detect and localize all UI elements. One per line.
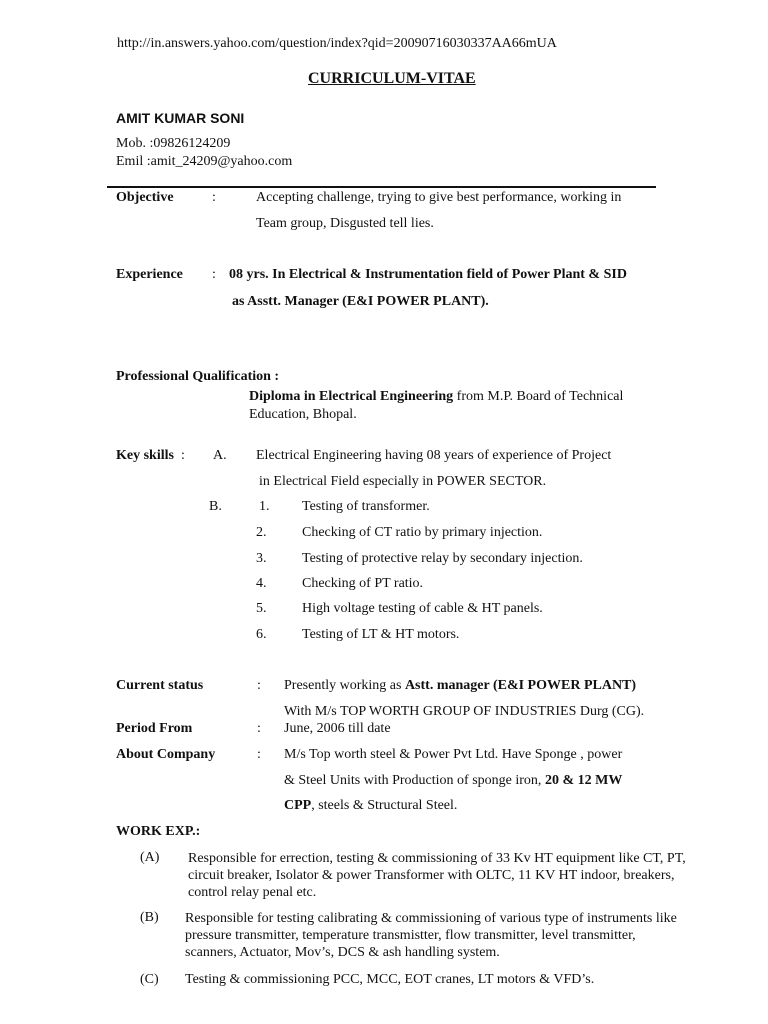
qualification-board: from M.P. Board of Technical: [453, 389, 624, 404]
header-divider: [107, 186, 656, 188]
qualification-degree: Diploma in Electrical Engineering: [249, 389, 454, 404]
current-status-colon: :: [257, 678, 261, 693]
skill-number: 5.: [256, 601, 267, 616]
experience-line-2: as Asstt. Manager (E&I POWER PLANT).: [232, 294, 489, 309]
key-skills-label: Key skills: [116, 448, 174, 463]
about-company-line-3-text: , steels & Structural Steel.: [311, 798, 458, 813]
period-colon: :: [257, 721, 261, 736]
skill-text: Testing of protective relay by secondary injection.: [302, 551, 583, 566]
skill-number: 4.: [256, 576, 267, 591]
experience-colon: :: [212, 267, 216, 282]
work-exp-text: Responsible for errection, testing & commissioning of 33 Kv HT equipment like CT, PT, circuit breaker, Isolator & power Transformer with OLTC, 11 KV HT indoor, breakers, control relay penal etc.: [188, 851, 686, 900]
work-exp-text: Responsible for testing calibrating & commissioning of various type of instruments like pressure transmitter, temperature transmistter, flow transmitter, level transmitter, scanners, Actuator, Mov’s, DCS & ash handling system.: [185, 911, 677, 960]
about-company-line-1: M/s Top worth steel & Power Pvt Ltd. Have Sponge , power: [284, 747, 623, 762]
skill-number: 3.: [256, 551, 267, 566]
period-label: Period From: [116, 721, 193, 736]
skill-number: 6.: [256, 627, 267, 642]
current-status-prefix: Presently working as: [284, 678, 405, 693]
period-value: June, 2006 till date: [284, 721, 391, 736]
qualification-line-2: Education, Bhopal.: [249, 407, 357, 422]
objective-line-2: Team group, Disgusted tell lies.: [256, 216, 434, 231]
skill-text: Checking of PT ratio.: [302, 576, 424, 591]
email-address: Emil :amit_24209@yahoo.com: [116, 154, 293, 169]
skill-text: Testing of transformer.: [302, 499, 430, 514]
experience-line-1: 08 yrs. In Electrical & Instrumentation field of Power Plant & SID: [229, 267, 627, 282]
work-exp-marker: (A): [140, 850, 160, 865]
about-company-line-2-text: & Steel Units with Production of sponge iron,: [284, 773, 545, 788]
qualification-label: Professional Qualification :: [116, 369, 280, 384]
source-url: http://in.answers.yahoo.com/question/index?qid=20090716030337AA66mUA: [117, 36, 557, 51]
objective-line-1: Accepting challenge, trying to give best performance, working in: [256, 190, 622, 205]
skill-number: 1.: [259, 499, 270, 514]
key-skills-marker-b: B.: [209, 499, 222, 514]
about-company-cpp: CPP: [284, 798, 312, 813]
current-status-role: Astt. manager (E&I POWER PLANT): [404, 678, 637, 693]
work-exp-marker: (C): [140, 972, 159, 987]
document-title: CURRICULUM-VITAE: [308, 70, 476, 87]
key-skills-a-line-1: Electrical Engineering having 08 years of experience of Project: [256, 448, 612, 463]
key-skills-colon: :: [181, 448, 185, 463]
candidate-name: AMIT KUMAR SONI: [116, 110, 245, 126]
skill-text: Checking of CT ratio by primary injection.: [302, 525, 543, 540]
objective-label: Objective: [116, 190, 174, 205]
current-status-line-1: [284, 678, 636, 694]
work-exp-label: WORK EXP.:: [116, 824, 201, 839]
mobile-number: Mob. :09826124209: [116, 136, 231, 151]
key-skills-marker-a: A.: [213, 448, 227, 463]
about-company-colon: :: [257, 747, 261, 762]
work-exp-text: Testing & commissioning PCC, MCC, EOT cranes, LT motors & VFD’s.: [185, 972, 595, 987]
current-status-line-2: With M/s TOP WORTH GROUP OF INDUSTRIES Durg (CG).: [284, 704, 645, 719]
key-skills-a-line-2: in Electrical Field especially in POWER SECTOR.: [259, 474, 547, 489]
experience-label: Experience: [116, 267, 183, 282]
skill-number: 2.: [256, 525, 267, 540]
about-company-capacity: 20 & 12 MW: [544, 773, 623, 788]
objective-colon: :: [212, 190, 216, 205]
skill-text: Testing of LT & HT motors.: [302, 627, 460, 642]
work-exp-marker: (B): [140, 910, 159, 925]
about-company-line-3: [284, 798, 457, 814]
qualification-line-1: [249, 389, 623, 405]
current-status-label: Current status: [116, 678, 204, 693]
about-company-line-2: [284, 773, 622, 789]
about-company-label: About Company: [116, 747, 216, 762]
skill-text: High voltage testing of cable & HT panels.: [302, 601, 543, 616]
